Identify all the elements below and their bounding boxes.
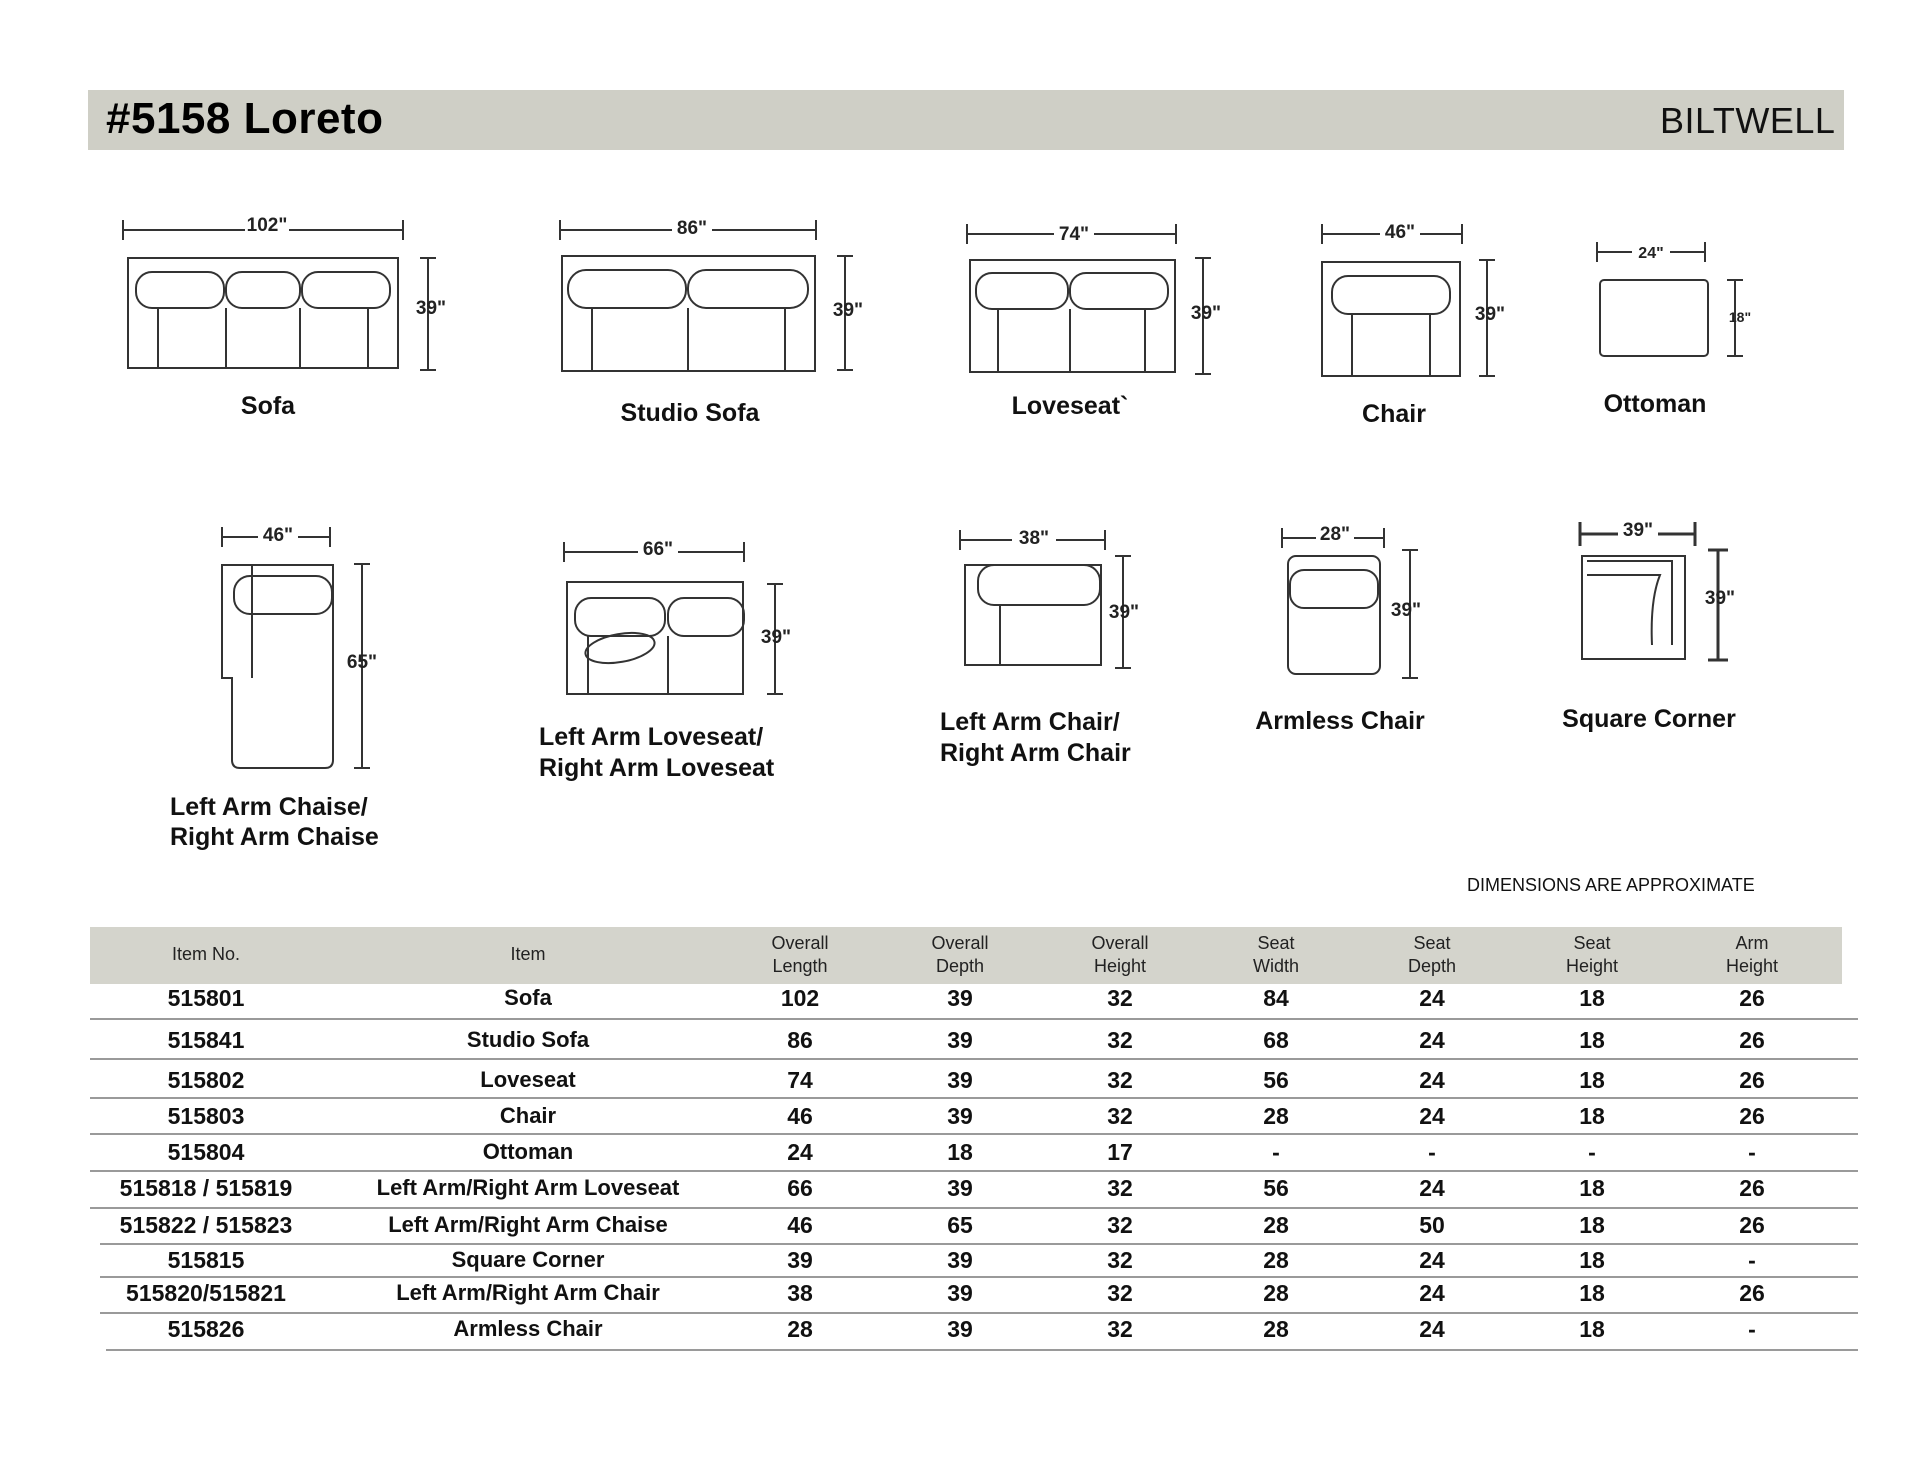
row-divider [100, 1276, 1858, 1278]
row-divider [100, 1312, 1858, 1314]
dimension-cell: - [1588, 1139, 1596, 1165]
row-divider [90, 1018, 1858, 1020]
dimension-cell: 38 [787, 1280, 813, 1306]
dimension-cell: 102 [780, 985, 820, 1011]
ottoman-width-text: 24" [1638, 245, 1664, 262]
dimension-cell: - [1428, 1139, 1436, 1165]
ottoman-height-text: 18" [1728, 309, 1752, 325]
dimension-cell: 39 [947, 1103, 973, 1129]
chair-drawing [1322, 224, 1495, 376]
dimension-cell: 39 [947, 1027, 973, 1053]
item-number-cell: 515802 [167, 1067, 245, 1093]
header-overall-height [1050, 932, 1190, 978]
dimension-cell: 32 [1107, 1067, 1133, 1093]
dimension-cell: - [1748, 1316, 1756, 1342]
dimension-cell: 24 [1419, 1027, 1445, 1053]
dimension-cell: 26 [1739, 1212, 1765, 1238]
dimension-cell: 18 [1579, 1247, 1605, 1273]
sofa-label: Sofa [240, 392, 296, 420]
dimension-cell: 28 [1263, 1212, 1289, 1238]
studio-sofa-label: Studio Sofa [620, 399, 760, 427]
item-name-cell: Sofa [504, 985, 552, 1010]
sofa-height-text: 39" [415, 298, 447, 319]
dimension-cell: 56 [1263, 1175, 1289, 1201]
item-number-cell: 515841 [167, 1027, 245, 1053]
dimension-cell: 39 [947, 1316, 973, 1342]
dimension-cell: - [1748, 1247, 1756, 1273]
dimension-cell: 39 [947, 1280, 973, 1306]
header-line1: Seat [1413, 933, 1451, 953]
dimension-cell: 24 [1419, 1280, 1445, 1306]
dimension-cell: 84 [1263, 985, 1289, 1011]
chair-height-text: 39" [1474, 304, 1506, 325]
header-line2: Height [1565, 956, 1619, 976]
item-number-cell: 515820/515821 [126, 1280, 286, 1306]
chaise-label-line1: Left Arm Chaise/ [170, 793, 368, 821]
dimension-cell: 24 [1419, 1103, 1445, 1129]
header-seat-height [1522, 932, 1662, 978]
header-line2: Height [1725, 956, 1779, 976]
dimension-cell: 28 [1263, 1280, 1289, 1306]
studio-sofa-height-text: 39" [832, 300, 864, 321]
chaise-height-text: 65" [346, 652, 378, 673]
loveseat-label: Loveseat` [1011, 392, 1129, 420]
dimension-cell: 18 [1579, 1027, 1605, 1053]
header-overall-length [730, 932, 870, 978]
chaise-label-line2: Right Arm Chaise [170, 823, 379, 851]
armless-chair-label: Armless Chair [1255, 707, 1425, 735]
row-divider [106, 1349, 1858, 1351]
dimension-cell: 24 [787, 1139, 813, 1165]
dimension-cell: 26 [1739, 1067, 1765, 1093]
dimension-cell: 65 [947, 1212, 973, 1238]
item-name-cell: Left Arm/Right Arm Loveseat [376, 1175, 680, 1200]
row-divider [90, 1097, 1858, 1099]
dimension-cell: 18 [1579, 1067, 1605, 1093]
dimension-cell: 32 [1107, 985, 1133, 1011]
dimension-cell: 18 [1579, 1280, 1605, 1306]
header-line1: Seat [1573, 933, 1611, 953]
header-line2: Height [1093, 956, 1147, 976]
dimension-cell: 39 [947, 1067, 973, 1093]
dimension-cell: 26 [1739, 1103, 1765, 1129]
item-number-cell: 515826 [167, 1316, 245, 1342]
dimension-cell: 26 [1739, 1280, 1765, 1306]
row-divider [90, 1207, 1858, 1209]
row-divider [90, 1170, 1858, 1172]
ottoman-label: Ottoman [1603, 390, 1707, 418]
sofa-width-text: 102" [246, 215, 288, 236]
header-line1: Overall [931, 933, 989, 953]
armless-chair-width-text: 28" [1319, 524, 1351, 545]
dimension-cell: 26 [1739, 1027, 1765, 1053]
dimension-cell: 68 [1263, 1027, 1289, 1053]
header-line1: Seat [1257, 933, 1295, 953]
dimension-cell: 32 [1107, 1027, 1133, 1053]
header-line1: Overall [771, 933, 829, 953]
header-overall-depth [890, 932, 1030, 978]
dimension-cell: 32 [1107, 1280, 1133, 1306]
item-number-cell: 515822 / 515823 [119, 1212, 293, 1238]
square-corner-height-text: 39" [1704, 588, 1736, 609]
item-name-cell: Chair [499, 1103, 557, 1128]
item-number-cell: 515801 [167, 985, 245, 1011]
item-number-cell: 515804 [167, 1139, 245, 1165]
dimension-cell: - [1748, 1139, 1756, 1165]
left-arm-loveseat-label-line2: Right Arm Loveseat [539, 754, 775, 782]
header-seat-width [1206, 932, 1346, 978]
item-number-cell: 515818 / 515819 [119, 1175, 293, 1201]
studio-sofa-drawing [560, 220, 853, 371]
dimension-cell: 86 [787, 1027, 813, 1053]
dimension-cell: 28 [787, 1316, 813, 1342]
row-divider [90, 1058, 1858, 1060]
dimension-cell: 24 [1419, 1247, 1445, 1273]
dimension-cell: 18 [1579, 1212, 1605, 1238]
dimension-cell: 46 [787, 1212, 813, 1238]
dimension-cell: 18 [1579, 985, 1605, 1011]
header-line2: Depth [935, 956, 985, 976]
dimension-cell: 50 [1419, 1212, 1445, 1238]
dimension-cell: 24 [1419, 1067, 1445, 1093]
chair-width-text: 46" [1384, 222, 1416, 243]
dimension-cell: 74 [787, 1067, 813, 1093]
dimension-cell: 39 [947, 1247, 973, 1273]
row-divider [100, 1243, 1858, 1245]
item-name-cell: Square Corner [451, 1247, 605, 1272]
dimension-cell: 39 [787, 1247, 813, 1273]
item-name-cell: Ottoman [482, 1139, 574, 1164]
dimension-cell: 28 [1263, 1103, 1289, 1129]
dimension-cell: 39 [947, 985, 973, 1011]
dimension-cell: 46 [787, 1103, 813, 1129]
item-number-cell: 515815 [167, 1247, 245, 1273]
dimension-cell: 32 [1107, 1175, 1133, 1201]
left-arm-chair-width-text: 38" [1018, 528, 1050, 549]
dimension-cell: 24 [1419, 1316, 1445, 1342]
dimension-cell: 26 [1739, 1175, 1765, 1201]
dimension-cell: 24 [1419, 985, 1445, 1011]
dimension-cell: 39 [947, 1175, 973, 1201]
item-name-cell: Studio Sofa [466, 1027, 590, 1052]
item-number-cell: 515803 [167, 1103, 245, 1129]
dimension-cell: - [1272, 1139, 1280, 1165]
header-line1: Arm [1735, 933, 1769, 953]
header-item-no: Item No. [171, 944, 241, 964]
left-arm-chair-height-text: 39" [1108, 602, 1140, 623]
loveseat-width-text: 74" [1058, 224, 1090, 245]
header-seat-depth [1362, 932, 1502, 978]
studio-sofa-width-text: 86" [676, 218, 708, 239]
item-name-cell: Loveseat [480, 1067, 576, 1092]
item-name-cell: Left Arm/Right Arm Chaise [388, 1212, 668, 1237]
chaise-drawing [222, 527, 370, 768]
header-line1: Overall [1091, 933, 1149, 953]
row-divider [90, 1133, 1858, 1135]
dimension-cell: 28 [1263, 1316, 1289, 1342]
left-arm-loveseat-height-text: 39" [760, 627, 792, 648]
chaise-width-text: 46" [262, 525, 294, 546]
item-name-cell: Left Arm/Right Arm Chair [396, 1280, 660, 1305]
left-arm-loveseat-width-text: 66" [642, 539, 674, 560]
dimension-cell: 32 [1107, 1103, 1133, 1129]
square-corner-label: Square Corner [1562, 705, 1736, 733]
dimension-cell: 18 [1579, 1175, 1605, 1201]
header-line2: Width [1252, 956, 1299, 976]
dimension-cell: 26 [1739, 985, 1765, 1011]
left-arm-loveseat-drawing [564, 542, 783, 694]
header-item: Item [510, 944, 546, 964]
sofa-drawing [123, 220, 436, 370]
dimension-cell: 28 [1263, 1247, 1289, 1273]
dimensions-note: DIMENSIONS ARE APPROXIMATE [1467, 875, 1755, 895]
header-line2: Length [772, 956, 828, 976]
dimension-cell: 18 [947, 1139, 973, 1165]
page-title: #5158 Loreto [106, 94, 384, 143]
brand-logo: BILTWELL [1660, 100, 1836, 141]
dimension-cell: 24 [1419, 1175, 1445, 1201]
armless-chair-height-text: 39" [1390, 600, 1422, 621]
item-name-cell: Armless Chair [453, 1316, 603, 1341]
dimension-cell: 32 [1107, 1316, 1133, 1342]
dimension-cell: 32 [1107, 1247, 1133, 1273]
square-corner-width-text: 39" [1622, 520, 1654, 541]
loveseat-drawing [967, 224, 1211, 374]
dimension-cell: 18 [1579, 1103, 1605, 1129]
dimension-cell: 18 [1579, 1316, 1605, 1342]
header-arm-height [1682, 932, 1822, 978]
dimension-cell: 17 [1107, 1139, 1133, 1165]
dimension-cell: 66 [787, 1175, 813, 1201]
loveseat-height-text: 39" [1190, 303, 1222, 324]
header-line2: Depth [1407, 956, 1457, 976]
dimension-cell: 32 [1107, 1212, 1133, 1238]
left-arm-chair-label-line2: Right Arm Chair [940, 739, 1131, 767]
chair-label: Chair [1362, 400, 1426, 428]
left-arm-loveseat-label-line1: Left Arm Loveseat/ [539, 723, 764, 751]
left-arm-chair-label-line1: Left Arm Chair/ [940, 708, 1120, 736]
dimension-cell: 56 [1263, 1067, 1289, 1093]
